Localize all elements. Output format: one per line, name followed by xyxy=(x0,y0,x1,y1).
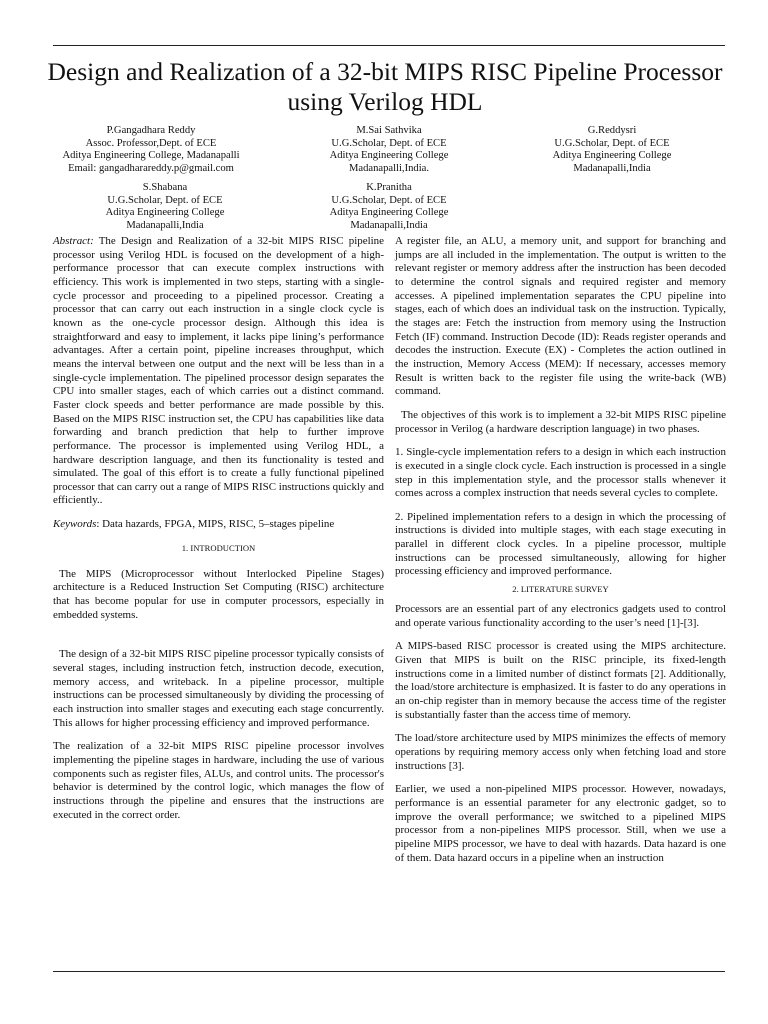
paper-title: Design and Realization of a 32-bit MIPS RISC Pipeline Processor using Verilog HDL xyxy=(47,57,723,116)
author-name: S.Shabana xyxy=(142,182,188,193)
abstract-text: The Design and Realization of a 32-bit MIPS RISC pipeline processor using Verilog HDL is focused on the development of a high-performance processor that can execute complex instructions with efficiency. This work is implemented in two steps, starting with a single-cycle processor and proceeding to a pipelined processor. Creating a processor that can carry out each instruction in a single clock cycle is known as the one-cycle processor design. Although this idea is straightforward and easy to implement, it lacks pipe lining’s performance advantages. After a certain point, pipeline increases throughput, which means the interval between one output and the next will be less than in a single-cycle implementation. The pipelined processor design separates the CPU into smaller stages, each of which carries out a distinct command. Faster clock speeds and better performance are made possible by this. Based on the MIPS RISC instruction set, the CPU has capabilities like data forwarding and branch prediction that help to further improve performance. The processor is implemented using Verilog HDL, a hardware description language, and then its functionality is tested and simulated. The goal of this effort is to create a fully functional pipelined processor that can carry out a range of MIPS RISC instructions quickly and efficiently.. xyxy=(53,235,384,507)
author-block-5 xyxy=(264,182,514,232)
section-heading-literature-survey: 2. LITERATURE SURVEY xyxy=(512,584,609,595)
author-name: P.Gangadhara Reddy xyxy=(106,125,196,136)
author-role: U.G.Scholar, Dept. of ECE xyxy=(107,194,223,206)
keywords xyxy=(53,518,384,532)
intro-paragraph-2: The design of a 32-bit MIPS RISC pipeline processor typically consists of several stages, including instruction fetch, instruction decode, execution, memory access, and writeback. In a pipeline processor, multiple instructions can be processed simultaneously by dividing the processing of each instruction into smaller stages and executing each stage concurrently. This allows for higher processing efficiency and improved performance. xyxy=(53,648,384,729)
author-role: U.G.Scholar, Dept. of ECE xyxy=(331,194,447,206)
author-location: Madanapalli,India xyxy=(126,219,204,231)
author-email: Email: gangadharareddy.p@gmail.com xyxy=(68,162,234,174)
bottom-rule xyxy=(53,971,725,972)
objectives-paragraph: The objectives of this work is to implement a 32-bit MIPS RISC pipeline processor in Verilog (a hardware description language) in two phases. xyxy=(395,408,726,435)
author-name: M.Sai Sathvika xyxy=(356,125,422,136)
author-block-4 xyxy=(40,182,290,232)
top-rule xyxy=(53,45,725,46)
author-block-3 xyxy=(487,125,737,175)
author-block-2 xyxy=(264,125,514,175)
author-college: Aditya Engineering College xyxy=(329,150,449,162)
intro-paragraph-1: The MIPS (Microprocessor without Interlocked Pipeline Stages) architecture is a Reduced Instruction Set Computing (RISC) architecture that has become popular for use in computer processors, especially in embedded systems. xyxy=(53,567,384,621)
author-college: Aditya Engineering College xyxy=(552,150,672,162)
author-name: K.Pranitha xyxy=(366,182,412,193)
literature-paragraph-1: Processors are an essential part of any electronics gadgets used to control and operate various functionality according to the user’s need [1]-[3]. xyxy=(395,603,726,629)
author-location: Madanapalli,India. xyxy=(348,162,429,174)
literature-paragraph-3: The load/store architecture used by MIPS minimizes the effects of memory operations by requiring memory access only when fetching load and store instructions [3]. xyxy=(395,732,726,772)
literature-paragraph-4: Earlier, we used a non-pipelined MIPS processor. However, nowadays, performance is an essential parameter for any electronic gadget, so to improve the overall performance; we switched to a pipelined MIPS processor from a non-pipelines MIPS processor. Still, when we use a pipeline MIPS processor, we have to deal with hazards. Data hazard is one of them. Data hazard occurs in a pipeline when an instruction xyxy=(395,783,726,864)
abstract-label: Abstract: xyxy=(53,235,94,247)
author-block-1 xyxy=(26,125,276,175)
section-heading-introduction: 1. INTRODUCTION xyxy=(181,542,256,553)
intro-paragraph-3: The realization of a 32-bit MIPS RISC pipeline processor involves implementing the pipeline stages in hardware, including the use of various components such as register files, ALUs, and control units. The processor's behavior is determined by the control logic, which manages the flow of instructions through the pipeline and ensures that the instructions are executed in the correct order. xyxy=(53,740,384,821)
author-location: Madanapalli,India xyxy=(350,219,428,231)
author-role: U.G.Scholar, Dept. of ECE xyxy=(331,137,447,149)
left-column xyxy=(53,235,384,832)
author-college: Aditya Engineering College xyxy=(329,207,449,219)
author-name: G.Reddysri xyxy=(587,125,637,136)
author-college: Aditya Engineering College xyxy=(105,207,225,219)
author-role: Assoc. Professor,Dept. of ECE xyxy=(85,137,217,149)
keywords-label: Keywords xyxy=(53,518,97,531)
objective-item-2: 2. Pipelined implementation refers to a design in which the processing of instructions is divided into multiple stages, with each stage executing in parallel in different clock cycles. In a pipeline processor, multiple instructions can be processed simultaneously, allowing for higher processing efficiency and improved performance. xyxy=(395,510,726,578)
intro-paragraph-4: A register file, an ALU, a memory unit, and support for branching and jumps are all included in the implementation. The output is written to the relevant register or memory address after the instruction has been decoded to determine the control signals and required register and memory accesses. A pipelined implementation separates the CPU pipeline into stages, each of which does an individual task on the instruction. Typically, the stages are: Fetch the instruction from memory using the Instruction Fetch (IF) command. Instruction Decode (ID): Reads register operands and decodes the instruction. Execute (EX) - Completes the action outlined in the instruction, Memory Access (MEM): If necessary, accesses memory Result is written back to the register file using the write-back (WB) command. xyxy=(395,235,726,398)
right-column xyxy=(395,235,726,875)
abstract xyxy=(53,235,384,508)
objective-item-1: 1. Single-cycle implementation refers to a design in which each instruction is executed in a single clock cycle. Each instruction is processed in a single step in this implementation style, and the processor stalls whenever it comes across a complex instruction that needs several cycles to complete. xyxy=(395,446,726,500)
author-location: Madanapalli,India xyxy=(573,162,651,174)
keywords-text: : Data hazards, FPGA, MIPS, RISC, 5–stages pipeline xyxy=(96,518,335,531)
literature-paragraph-2: A MIPS-based RISC processor is created using the MIPS architecture. Given that MIPS is built on the RISC principle, its fixed-length instructions come in a limited number of distinct formats [2]. Additionally, the load/store architecture is emphasized. It is faster to do any operations in an on-chip register than in memory because the access time of the register is substantially faster than the access time of memory. xyxy=(395,640,726,721)
author-role: U.G.Scholar, Dept. of ECE xyxy=(554,137,670,149)
author-college: Aditya Engineering College, Madanapalli xyxy=(62,150,240,162)
